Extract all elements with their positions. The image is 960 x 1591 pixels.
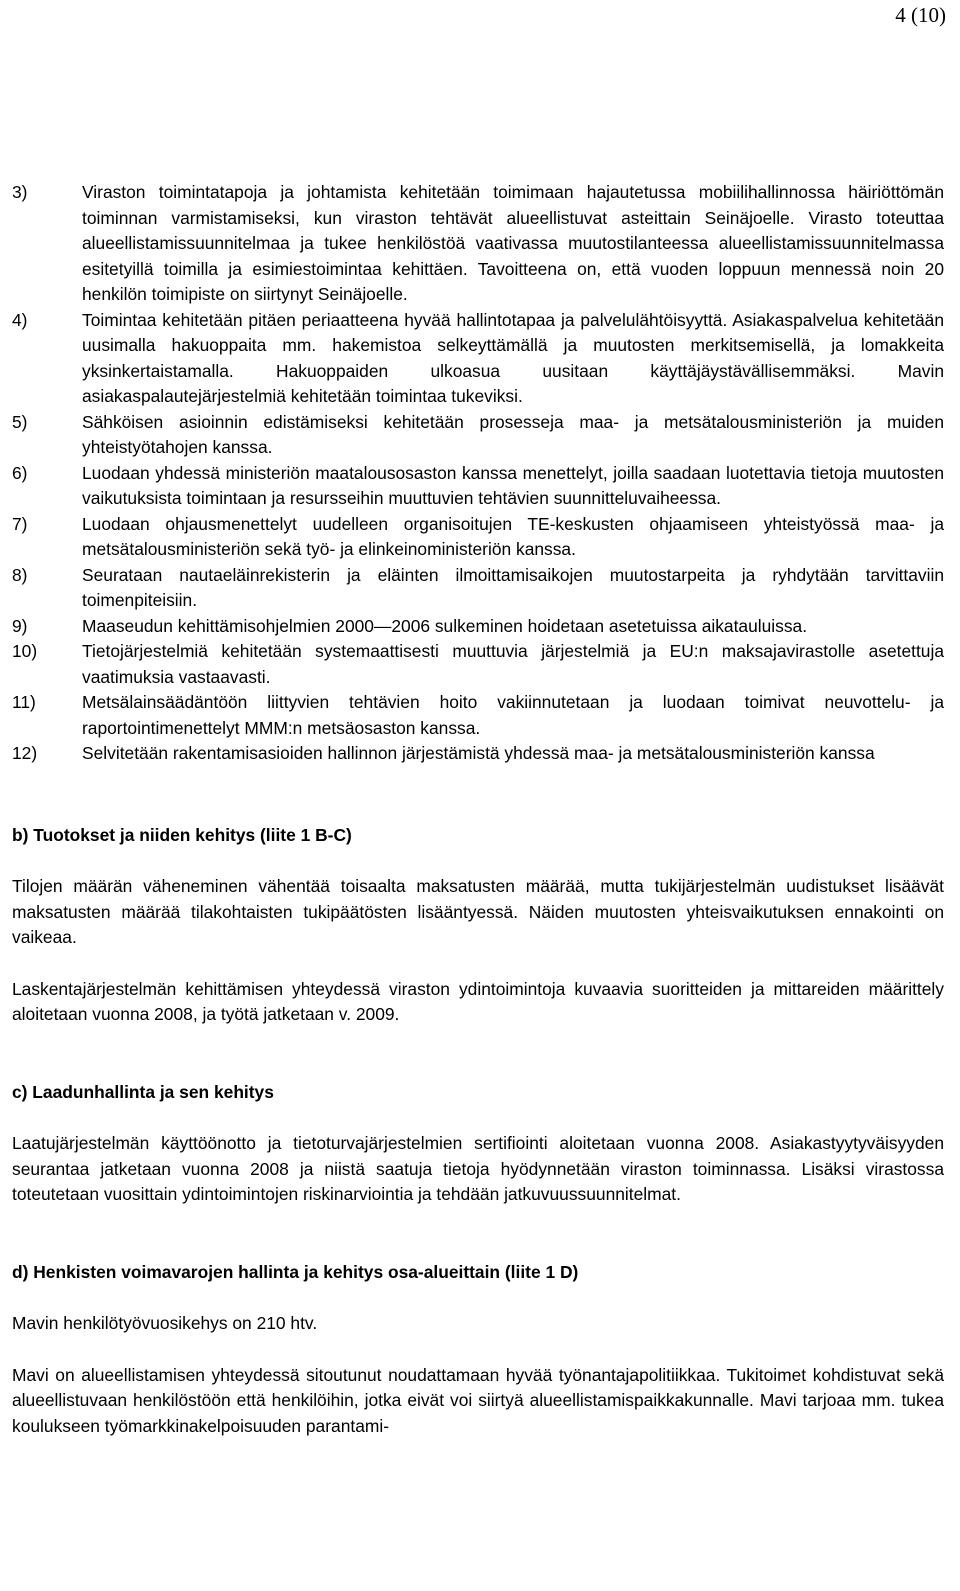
list-item-text: Tietojärjestelmiä kehitetään systemaattisesti muuttuvia järjestelmiä ja EU:n maksajavirastolle asetettuja vaatimuksia vastaavasti. [82,641,944,687]
list-item-text: Luodaan yhdessä ministeriön maatalousosaston kanssa menettelyt, joilla saadaan luotettavia tietoja muutosten vaikutuksista toimintaan ja resursseihin muuttuvien tehtävien suunnitteluvaiheessa. [82,462,944,508]
section-b-heading: b) Tuotokset ja niiden kehitys (liite 1 B-C) [12,824,352,845]
section-d-paragraph: Mavin henkilötyövuosikehys on 210 htv. [12,1313,318,1333]
list-item [12,461,944,512]
list-item [12,614,944,640]
section-b-paragraph: Tilojen määrän väheneminen vähentää toisaalta maksatusten määrää, mutta tukijärjestelmän uudistukset lisäävät maksatusten määrää tilakohtaisten tukipäätösten lisääntyessä. Näiden muutosten yhteisvaikutuksen ennakointi on vaikeaa. [12,876,944,947]
list-item-number: 10) [12,641,38,661]
list-item [12,308,944,410]
page-number: 4 (10) [895,3,946,27]
list-item [12,410,944,461]
section-c [12,1080,944,1208]
section-c-heading: c) Laadunhallinta ja sen kehitys [12,1081,274,1102]
section-c-paragraph: Laatujärjestelmän käyttöönotto ja tietoturvajärjestelmien sertifiointi aloitetaan vuonna 2008. Asiakastyytyväisyyden seurantaa jatketaan vuonna 2008 ja niistä saatuja tietoja hyödynnetään viraston toiminnassa. Lisäksi virastossa toteutetaan vuosittain ydintoimintojen riskinarviointia ja tehdään jatkuvuussuunnitelmat. [12,1133,944,1204]
numbered-list [12,180,944,767]
list-item [12,512,944,563]
list-item-text: Maaseudun kehittämisohjelmien 2000—2006 sulkeminen hoidetaan asetetuissa aikatauluissa. [82,615,808,636]
list-item-text: Sähköisen asioinnin edistämiseksi kehitetään prosesseja maa- ja metsätalousministeriön ja muiden yhteistyötahojen kanssa. [82,411,944,457]
list-item-number: 8) [12,564,28,585]
list-item [12,741,944,767]
section-b [12,823,944,1028]
list-item-number: 9) [12,615,28,636]
list-item [12,690,944,741]
list-item-number: 11) [12,692,36,712]
list-item [12,639,944,690]
document-body [12,180,944,1439]
section-b-paragraph: Laskentajärjestelmän kehittämisen yhteydessä viraston ydintoimintoja kuvaavia suoritteiden ja mittareiden määrittely aloitetaan vuonna 2008, ja työtä jatketaan v. 2009. [12,978,944,1024]
section-d-heading: d) Henkisten voimavarojen hallinta ja kehitys osa-alueittain (liite 1 D) [12,1261,579,1282]
list-item-number: 6) [12,462,28,483]
section-d-paragraph: Mavi on alueellistamisen yhteydessä sitoutunut noudattamaan hyvää työnantajapolitiikkaa. Tukitoimet kohdistuvat sekä alueellistuvaan henkilöstöön että henkilöihin, jotka eivät voi siirtyä alueellistamispaikkakunnalle. Mavi tarjoaa mm. tukea koulukseen työmarkkinakelpoisuuden parantami- [12,1364,944,1436]
list-item [12,563,944,614]
list-item-text: Metsälainsäädäntöön liittyvien tehtävien hoito vakiinnutetaan ja luodaan toimivat neuvottelu- ja raportointimenettelyt MMM:n metsäosaston kanssa. [82,692,944,738]
section-d [12,1260,944,1440]
list-item-text: Viraston toimintatapoja ja johtamista kehitetään toimimaan hajautetussa mobiilihallinnossa häiriöttömän toiminnan varmistamiseksi, kun viraston tehtävät alueellistuvat asteittain Seinäjoelle. Virasto toteuttaa alueellistamissuunnitelmaa ja tukee henkilöstöä vaativassa muutostilanteessa alueellistamissuunnitelmassa esitetyillä toimilla ja esimiestoimintaa kehittäen. Tavoitteena on, että vuoden loppuun mennessä noin 20 henkilön toimipiste on siirtynyt Seinäjoelle. [82,182,944,304]
list-item-text: Toimintaa kehitetään pitäen periaatteena hyvää hallintotapaa ja palvelulähtöisyyttä. Asiakaspalvelua kehitetään uusimalla hakuoppaita mm. hakemistoa selkeyttämällä ja muutosten merkitsemisellä, ja lomakkeita yksinkertaistamalla. Hakuoppaiden ulkoasua uusitaan käyttäjäystävällisemmäksi. Mavin asiakaspalautejärjestelmiä kehitetään toimintaa tukeviksi. [82,309,944,406]
list-item-number: 12) [12,743,38,763]
list-item-text: Luodaan ohjausmenettelyt uudelleen organisoitujen TE-keskusten ohjaamiseen yhteistyössä maa- ja metsätalousministeriön sekä työ- ja elinkeinoministeriön kanssa. [82,513,944,559]
list-item-text: Selvitetään rakentamisasioiden hallinnon järjestämistä yhdessä maa- ja metsätalousministeriön kanssa [82,743,875,763]
list-item-text: Seurataan nautaeläinrekisterin ja eläinten ilmoittamisaikojen muutostarpeita ja ryhdytään tarvittaviin toimenpiteisiin. [82,564,944,610]
list-item-number: 5) [12,411,28,432]
list-item [12,180,944,308]
list-item-number: 4) [12,309,28,330]
list-item-number: 3) [12,182,28,202]
list-item-number: 7) [12,513,28,534]
